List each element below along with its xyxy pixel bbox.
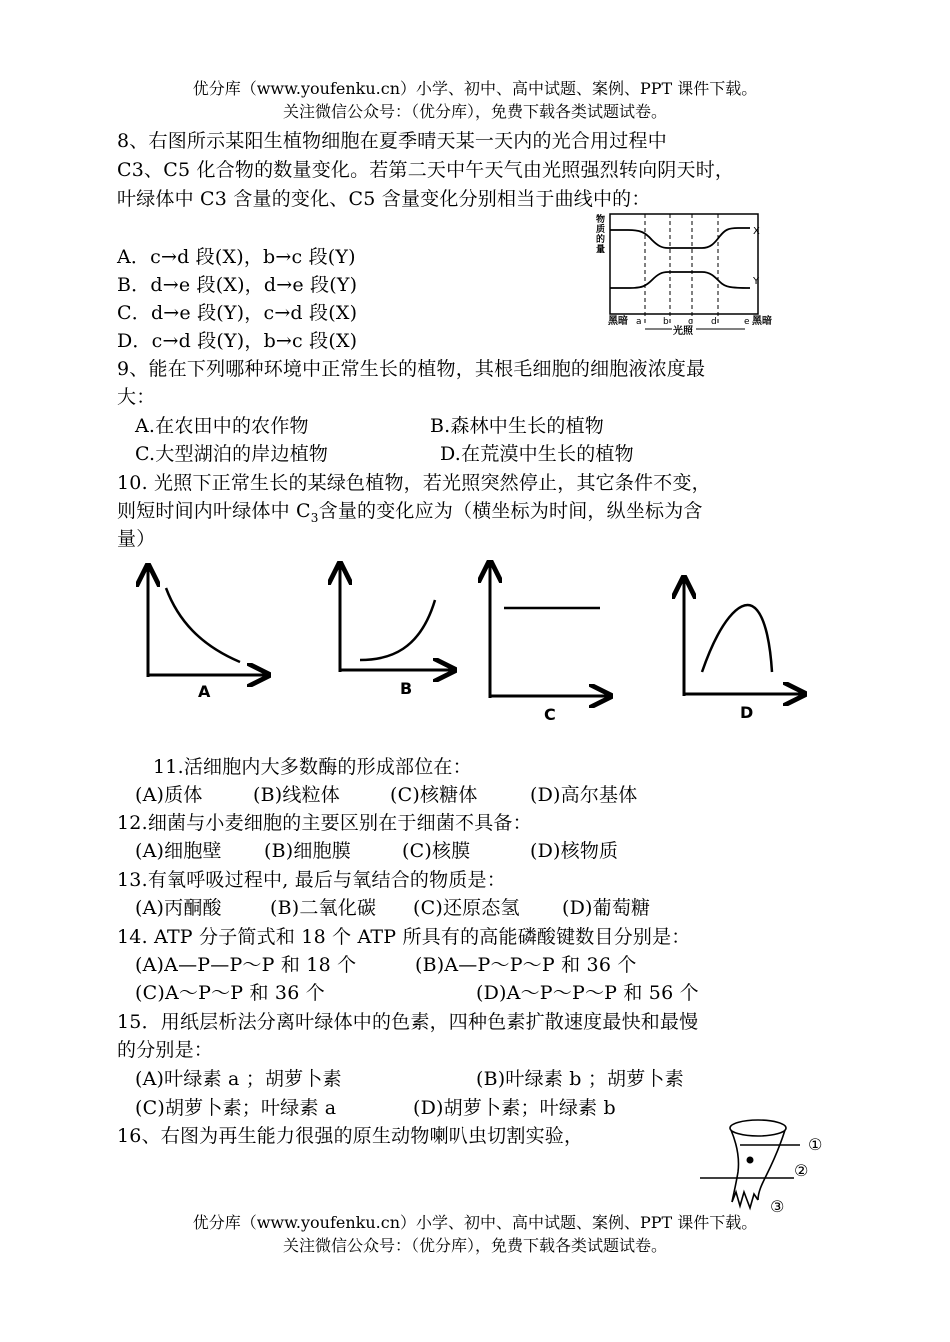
q8-graph (590, 208, 790, 338)
q8-tick-a: a (636, 317, 642, 327)
q10-graph-a-label: A (198, 682, 211, 701)
q10-graph-b-curve (360, 600, 435, 660)
q8-tick-c: c (688, 317, 693, 327)
q9-option-d: D.在荒漠中生长的植物 (440, 443, 634, 465)
q10-stem-line-1: 10. 光照下正常生长的某绿色植物，若光照突然停止，其它条件不变， (117, 472, 711, 494)
q16-stem: 16、右图为再生能力很强的原生动物喇叭虫切割实验， (117, 1125, 584, 1147)
q8-ylabel-4: 量 (596, 245, 606, 255)
q9-stem-line-1: 9、能在下列哪种环境中正常生长的植物，其根毛细胞的细胞液浓度最 (117, 358, 706, 380)
q10-stem-line-3: 量） (117, 528, 156, 550)
q16-worm-body-right (758, 1130, 785, 1200)
q8-graph-frame (610, 214, 758, 314)
q12-option-d: (D)核物质 (530, 840, 619, 862)
q10-stem-line-2 (117, 496, 703, 525)
q8-light-label: 光照 (673, 326, 693, 337)
q10-graph-d-label: D (740, 703, 754, 722)
q8-ylabel-3: 的 (596, 235, 606, 245)
q11-option-d: (D)高尔基体 (530, 784, 638, 806)
q14-stem: 14. ATP 分子简式和 18 个 ATP 所具有的高能磷酸键数目分别是： (117, 926, 691, 948)
q8-tick-e: e (744, 317, 750, 327)
q16-worm-nucleus (747, 1157, 754, 1164)
q16-worm-foot (732, 1192, 758, 1208)
q8-option-a: A．c→d 段(X)，b→c 段(Y) (117, 246, 356, 268)
q8-tick-d: d (711, 317, 717, 327)
q10-stem-line-2-post: 含量的变化应为（横坐标为时间，纵坐标为含 (318, 500, 703, 522)
q16-diagram (700, 1112, 840, 1218)
q12-option-a: (A)细胞壁 (135, 840, 222, 862)
q16-worm-mouth (730, 1120, 786, 1136)
q10-graph-c-label: C (544, 705, 556, 724)
q12-option-b: (B)细胞膜 (264, 840, 351, 862)
header-line-1: 优分库（www.youfenku.cn）小学、初中、高中试题、案例、PPT 课件下载。 (192, 79, 758, 98)
q9-stem-line-2: 大： (117, 386, 156, 408)
q8-curve-y (610, 272, 750, 288)
q10-stem-line-2-pre: 则短时间内叶绿体中 C (117, 500, 311, 522)
q13-option-a: (A)丙酮酸 (135, 897, 222, 919)
q15-stem-line-2: 的分别是： (117, 1039, 214, 1061)
q13-option-c: (C)还原态氢 (413, 897, 520, 919)
q15-option-a: (A)叶绿素 a ；胡萝卜素 (135, 1068, 342, 1090)
q8-option-b: B．d→e 段(X)，d→e 段(Y) (117, 274, 358, 296)
q10-graph-b (340, 566, 452, 698)
q12-option-c: (C)核膜 (402, 840, 471, 862)
q14-option-d: (D)A～P～P～P 和 56 个 (476, 982, 699, 1004)
q15-option-c: (C)胡萝卜素；叶绿素 a (135, 1097, 337, 1119)
q9-option-c: C.大型湖泊的岸边植物 (135, 443, 329, 465)
q8-option-d: D．c→d 段(Y)，b→c 段(X) (117, 330, 358, 352)
q12-stem: 12.细菌与小麦细胞的主要区别在于细菌不具备： (117, 812, 532, 834)
q8-curve-x-label: X (753, 226, 760, 237)
q10-graph-b-label: B (400, 679, 413, 698)
q8-stem-line-2: C3、C5 化合物的数量变化。若第二天中午天气由光照强烈转向阴天时， (117, 159, 735, 181)
q15-option-b: (B)叶绿素 b ；胡萝卜素 (476, 1068, 684, 1090)
q11-option-a: (A)质体 (135, 784, 203, 806)
q8-curve-x (610, 228, 750, 248)
q16-label-3: ③ (770, 1197, 785, 1216)
q10-graphs (130, 560, 830, 730)
q15-stem-line-1: 15．用纸层析法分离叶绿体中的色素，四种色素扩散速度最快和最慢 (117, 1011, 699, 1033)
q11-stem: 11.活细胞内大多数酶的形成部位在： (153, 756, 472, 778)
footer-line-2: 关注微信公众号：（优分库），免费下载各类试题试卷。 (282, 1236, 667, 1255)
q10-stem-line-2-sub: 3 (310, 510, 319, 525)
q13-option-d: (D)葡萄糖 (562, 897, 651, 919)
q13-option-b: (B)二氧化碳 (270, 897, 377, 919)
q16-label-2: ② (794, 1161, 809, 1180)
q9-option-a: A.在农田中的农作物 (135, 415, 309, 437)
q14-option-c: (C)A～P～P 和 36 个 (135, 982, 325, 1004)
q8-stem-line-3: 叶绿体中 C3 含量的变化、C5 含量变化分别相当于曲线中的： (117, 188, 651, 210)
q10-graph-a (148, 568, 266, 701)
q8-tick-b: b (663, 317, 669, 327)
q9-option-b: B.森林中生长的植物 (430, 415, 605, 437)
q10-graph-d-curve (702, 605, 772, 672)
q8-ylabel-1: 物 (596, 215, 606, 225)
q8-option-c: C．d→e 段(Y)，c→d 段(X) (117, 302, 358, 324)
q13-stem: 13.有氧呼吸过程中, 最后与氧结合的物质是： (117, 869, 506, 891)
header-line-2: 关注微信公众号：（优分库），免费下载各类试题试卷。 (282, 102, 667, 121)
q10-graph-a-curve (166, 588, 240, 662)
q11-option-c: (C)核糖体 (390, 784, 478, 806)
q14-option-a: (A)A—P—P～P 和 18 个 (135, 954, 357, 976)
q16-worm-body-left (731, 1130, 739, 1202)
footer-line-1: 优分库（www.youfenku.cn）小学、初中、高中试题、案例、PPT 课件下载。 (192, 1213, 758, 1232)
q14-option-b: (B)A—P～P～P 和 36 个 (415, 954, 637, 976)
q15-option-d: (D)胡萝卜素；叶绿素 b (413, 1097, 616, 1119)
q8-stem-line-1: 8、右图所示某阳生植物细胞在夏季晴天某一天内的光合用过程中 (117, 130, 667, 152)
q10-graph-d (684, 580, 802, 722)
q8-ylabel-2: 质 (596, 225, 606, 235)
q11-option-b: (B)线粒体 (253, 784, 340, 806)
q10-graph-c (490, 564, 608, 724)
q8-left-dark: 黑暗 (608, 316, 628, 327)
q8-right-dark: 黑暗 (752, 316, 772, 327)
q16-label-1: ① (808, 1135, 823, 1154)
q8-curve-y-label: Y (753, 276, 760, 287)
